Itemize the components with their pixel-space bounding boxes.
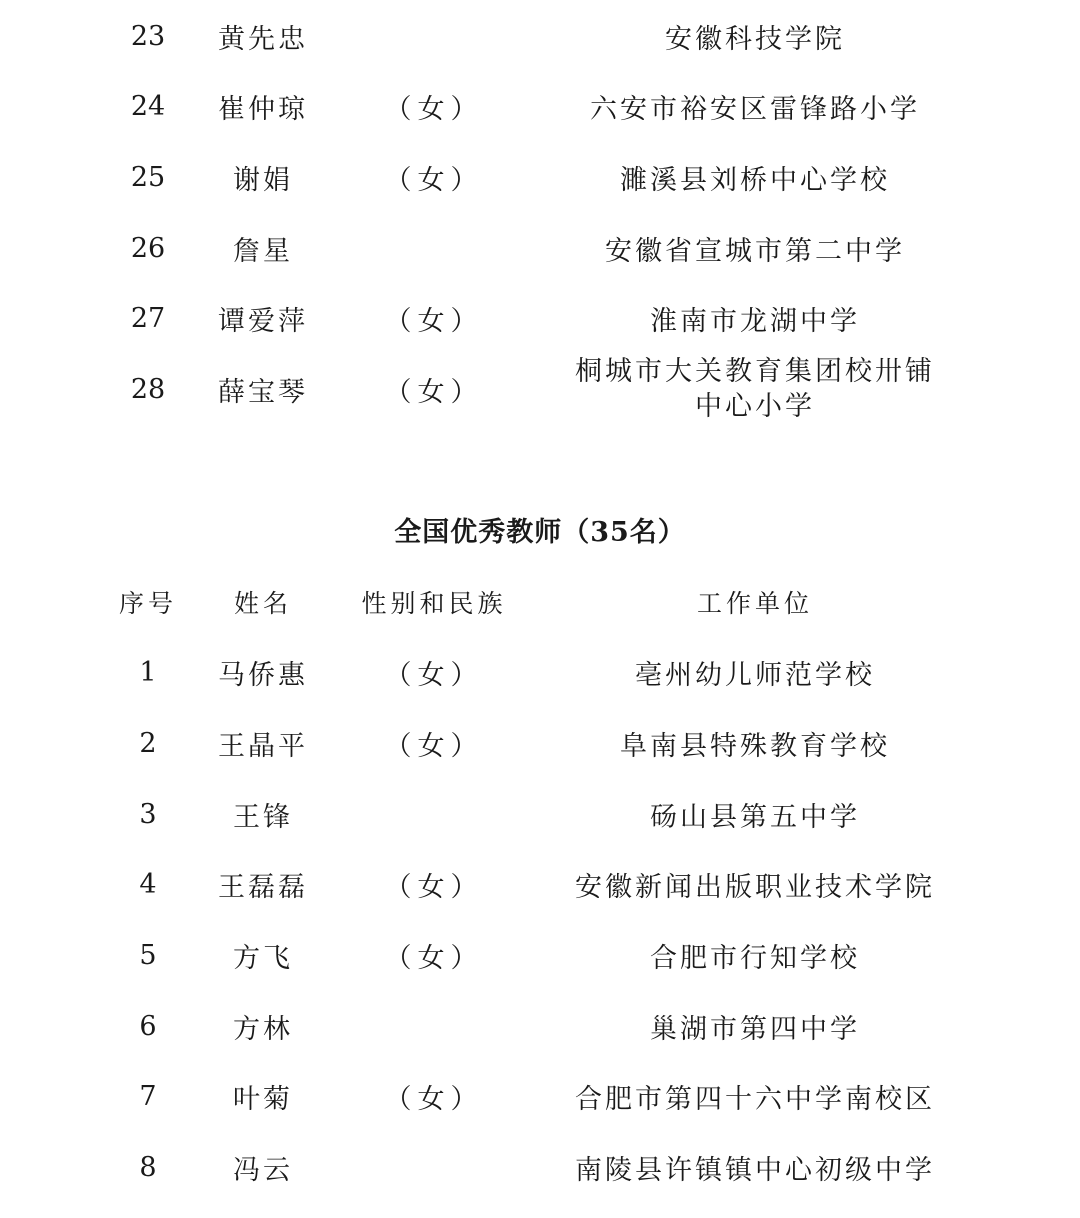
row-unit [560,356,950,422]
row-name: 叶菊 [233,1083,293,1115]
row-name: 马侨惠 [218,659,308,691]
table-row [0,996,1080,1056]
table-row [0,854,1080,914]
row-unit: 安徽省宣城市第二中学 [605,235,905,267]
table-row [0,784,1080,844]
row-unit: 安徽科技学院 [665,23,845,55]
row-unit-line: 中心小学 [695,391,815,422]
row-unit: 亳州幼儿师范学校 [635,659,875,691]
row-name: 王锋 [233,801,293,833]
row-gender: （女） [384,871,484,903]
row-unit: 阜南县特殊教育学校 [620,730,890,762]
row-name: 詹星 [233,235,293,267]
row-name: 黄先忠 [218,23,308,55]
row-unit: 淮南市龙湖中学 [650,305,860,337]
row-number: 7 [139,1080,157,1112]
table-header [0,572,1080,632]
row-number: 5 [139,939,157,971]
list-item [0,147,1080,207]
row-number: 8 [139,1151,157,1183]
row-name: 方飞 [233,942,293,974]
row-number: 3 [139,798,157,830]
row-unit-line: 桐城市大关教育集团校卅铺 [575,356,935,387]
header-gender: 性别和民族 [361,589,507,618]
row-gender [362,996,506,1056]
row-number: 4 [139,868,157,900]
row-gender: （女） [384,164,484,196]
row-gender: （女） [384,93,484,125]
row-gender [362,784,506,844]
row-gender: （女） [384,376,484,408]
header-name: 姓名 [233,589,292,618]
row-name: 谭爱萍 [218,305,308,337]
header-unit: 工作单位 [696,589,813,618]
row-gender: （女） [384,730,484,762]
row-gender: （女） [384,659,484,691]
table-row [0,642,1080,702]
list-item [0,218,1080,278]
row-unit: 合肥市第四十六中学南校区 [575,1083,935,1115]
row-gender: （女） [384,1083,484,1115]
row-unit: 安徽新闻出版职业技术学院 [575,871,935,903]
row-unit: 砀山县第五中学 [650,801,860,833]
row-number: 1 [139,656,157,688]
header-number: 序号 [118,589,177,618]
row-number: 25 [130,161,166,193]
row-gender: （女） [384,942,484,974]
row-number: 27 [130,302,166,334]
row-name: 王晶平 [218,730,308,762]
row-name: 谢娟 [233,164,293,196]
row-name: 方林 [233,1013,293,1045]
row-number: 28 [130,373,166,405]
table-row [0,713,1080,773]
row-number: 24 [130,90,166,122]
list-item [0,6,1080,66]
row-gender [362,1137,506,1197]
row-unit: 南陵县许镇镇中心初级中学 [575,1154,935,1186]
row-number: 6 [139,1010,157,1042]
section-title: 全国优秀教师（35名） [394,516,686,548]
row-unit: 濉溪县刘桥中心学校 [620,164,890,196]
table-row [0,1137,1080,1197]
list-item [0,356,1080,422]
row-gender [362,218,506,278]
table-row [0,1066,1080,1126]
row-name: 崔仲琼 [218,93,308,125]
row-number: 2 [139,727,157,759]
row-gender [362,6,506,66]
row-number: 26 [130,232,166,264]
row-name: 薛宝琴 [218,376,308,408]
list-item [0,288,1080,348]
row-number: 23 [130,20,166,52]
row-gender: （女） [384,305,484,337]
row-name: 冯云 [233,1154,293,1186]
list-item [0,76,1080,136]
row-unit: 合肥市行知学校 [650,942,860,974]
row-unit: 六安市裕安区雷锋路小学 [590,93,920,125]
row-name: 王磊磊 [218,871,308,903]
table-row [0,925,1080,985]
row-unit: 巢湖市第四中学 [650,1013,860,1045]
